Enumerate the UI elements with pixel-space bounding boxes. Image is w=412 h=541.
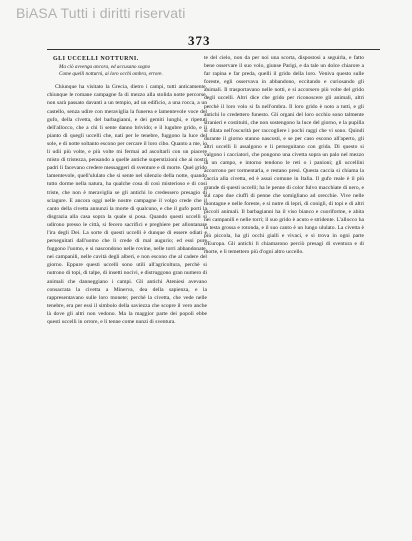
header-rule [47,49,380,50]
epigraph-line: Ma ciò avvenga ancora, ed accusano sogno [59,64,151,71]
body-paragraph: Chiunque ha visitato la Grecia, dietro i campi, tutti anticamente, chiunque le romane campagne fa di mezzo alla stolida notte percorse, non sarà passato davanti a un tempio, ad un edificio, a una rocca, a un castello, senza udire con meraviglia la funerea e lamentevole voce del gufo, della civetta, del barbagianni, e dei gemiti lunghi, e ripetuti dell'allocco, che a chi li sente danno brivido; e il lugubre grido, e il pianto di quegli uccelli che, nati per le tenebre, fuggono la luce del sole, e di notte soltanto escono per cercare il loro cibo. Quanto a me, io li udii più volte, e più volte mi fermai ad ascoltarli con un piacere misto di tristezza, pensando a quelle antiche superstizioni che ai nostri padri li facevano credere messaggeri di sventure e di morte. Quel grido lamentevole, quell'ululato che si sente nel silenzio della notte, quando tutto dorme nella natura, ha qualche cosa di così misterioso e di così triste, che non è meraviglia se gli antichi lo credessero presagio di sciagure. E ancora oggi nelle nostre campagne il volgo crede che il canto della civetta annunzi la morte di qualcuno, e che il gufo porti la disgrazia alla casa sopra la quale si posa. Quando questi uccelli si udirono presso le città, si fecero sacrifici e preghiere per allontanare l'ira degli Dei. La sorte di questi uccelli è dunque di essere odiati e perseguitati dall'uomo che li crede di mal augurio; ed essi pure fuggono l'uomo, e si nascondono nelle rovine, nelle torri abbandonate, nei campanili, nelle cavità degli alberi, e non escono che al cadere del giorno. Eppure questi uccelli sono utili all'agricoltura, perchè si nutrono di topi, di talpe, di insetti nocivi, e distruggono gran numero di animali che danneggiano i campi. Gli antichi Ateniesi avevano consacrata la civetta a Minerva, dea della sapienza, e la rappresentavano sulle loro monete; perchè la civetta, che vede nelle tenebre, era per essi il simbolo della saviezza che scopre il vero anche là dove gli altri non vedono. Ma la maggior parte dei popoli ebbe questi uccelli in orrore, e li tenne come nunzi di sventura. [47,84,207,325]
page-number: 373 [188,33,211,48]
epigraph-line: Come quelli notturni, ai loro occhi ombra, errore. [59,70,163,77]
left-column [47,54,207,536]
watermark [0,0,412,22]
watermark-text: BiASA Tutti i diritti riservati [16,5,186,21]
right-column [204,54,364,536]
epigraph [59,64,207,77]
body-paragraph: te del cielo, non da per noi una scorta, dispostosi a seguirla, e fatto bene osservare il suo volo, giunse Parigi, e da tale un dolce chiarore a far rapina e far preda, quelli il grido della loro. Veniva questo sulle foreste, egli osservava in abbandono, eccitando e curiosando gli animali. Il trasportavano nelle notti, e si accorsero più volte del grido degli uccelli. Altri dice che grido per riconoscere gli animali, altri perchè il loro volo si fa nell'ombra. Il loro grido è noto a tutti, e gli antichi lo credettero funesto. Gli organi del loro occhio sono talmente stranieri e costituiti, che non sostengono la luce del giorno, e la pupilla si dilata nell'oscurità per raccogliere i pochi raggi che vi sono. Quindi durante il giorno stanno nascosti, e se per caso escono all'aperto, gli altri uccelli li assalgono e li perseguitano con grida. Di questo si valgono i cacciatori, che pongono una civetta sopra un palo nel mezzo di un campo, e intorno tendono le reti o i panioni; gli uccellini accorrono per tormentarla, e restano presi. Questa caccia si chiama la caccia alla civetta, ed è assai comune in Italia. Il gufo reale è il più grande di questi uccelli; ha le penne di color fulvo macchiate di nero, e sul capo due ciuffi di penne che somigliano ad orecchie. Vive nelle montagne e nelle foreste, e si nutre di lepri, di conigli, di topi e di altri piccoli animali. Il barbagianni ha il viso bianco e cuoriforme, e abita nei campanili e nelle torri; il suo grido è acuto e stridente. L'allocco ha la testa grossa e rotonda, e il suo canto è un lungo ululato. La civetta è più piccola, ha gli occhi gialli e vivaci, e si trova in ogni parte d'Europa. Gli antichi li chiamarono perciò presagi di sventura e di morte, e li temettero più d'ogni altro uccello. [204,55,364,256]
section-heading: GLI UCCELLI NOTTURNI. [53,56,139,62]
